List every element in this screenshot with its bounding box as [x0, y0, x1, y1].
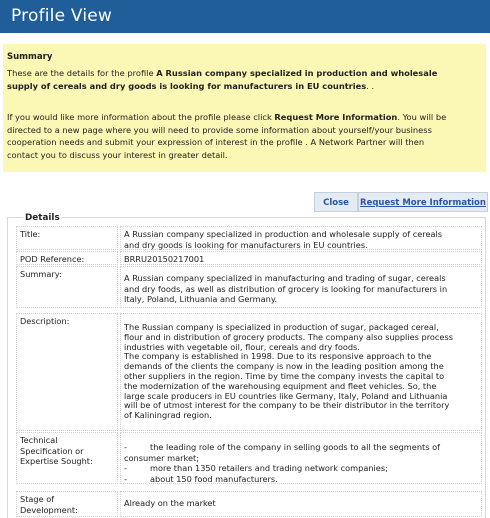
description-line: the modernization of the warehousing equipment and fleet vehicles. So, the [124, 380, 437, 391]
technical-value [120, 432, 482, 484]
title-line: and dry goods is looking for manufacturers in EU countries. [124, 239, 368, 250]
technical-label-line: Technical [20, 435, 58, 445]
description-line: large scale producers in EU countries like Germany, Italy, Poland and Lithuania [124, 390, 448, 401]
description-line: other suppliers in the region. Time by time the company invests the capital to [124, 370, 445, 381]
summary-intro-text: These are the details for the profile [7, 68, 157, 78]
description-line: industries with vegetable oil, flour, cereals and dry foods. [124, 341, 360, 352]
description-line: demands of the clients the company is now in the leading position among the [124, 361, 444, 372]
description-line: flour and in distribution of grocery products. The company also supplies process [124, 331, 453, 342]
technical-item [124, 463, 478, 474]
details-row-technical [16, 432, 482, 484]
page-title: Profile View [11, 6, 113, 26]
bullet-dash: - [124, 463, 127, 473]
details-row-pod [16, 251, 482, 265]
title-label: Title: [16, 226, 118, 250]
description-value [120, 313, 482, 431]
details-row-summary [16, 266, 482, 308]
technical-item-text: more than 1350 retailers and trading network companies; [150, 463, 388, 473]
stage-label [16, 491, 118, 517]
technical-item-text: the leading role of the company in selling goods to all the segments of [150, 442, 440, 452]
description-line: The company is established in 1998. Due to its responsive approach to the [124, 351, 432, 362]
title-line: A Russian company specialized in production and wholesale supply of cereals [124, 229, 443, 239]
more-info-line2: directed to a new page where you will need to provide some information about yourself/your business [7, 124, 432, 135]
pod-label: POD Reference: [16, 251, 118, 265]
summary-intro-end: . . [366, 80, 375, 91]
technical-item [124, 453, 478, 464]
details-panel [7, 213, 486, 518]
technical-label [16, 432, 118, 484]
more-info-text-end: . You will be [397, 112, 447, 122]
summary-panel [3, 44, 486, 172]
description-label: Description: [16, 313, 118, 431]
stage-label-line: Development: [20, 504, 78, 515]
bullet-dash: - [124, 442, 127, 452]
more-info-line4: contact you to discuss your interest in greater detail. [7, 149, 228, 160]
request-more-information-button[interactable]: Request More Information [358, 192, 488, 212]
technical-item-text: about 150 food manufacturers. [150, 473, 278, 484]
summary-line: A Russian company specialized in manufacturing and trading of sugar, cereals [124, 273, 446, 283]
pod-value: BRRU20150217001 [120, 251, 482, 265]
more-info-line3: cooperation needs and submit your expression of interest in the profile . A Network Partner will then [7, 137, 425, 147]
stage-value: Already on the market [120, 491, 482, 517]
summary-heading: Summary [7, 52, 53, 62]
summary-profile-title-part2: supply of cereals and dry goods is looking for manufacturers in EU countries [7, 80, 367, 91]
summary-line: and dry foods, as well as distribution of grocery is looking for manufacturers in [124, 283, 448, 294]
summary-profile-title-part1: A Russian company specialized in production and wholesale [156, 68, 438, 78]
technical-item [124, 474, 478, 485]
title-bar [0, 0, 490, 33]
stage-label-line: Stage of [20, 494, 55, 504]
bullet-dash: - [124, 473, 127, 484]
details-row-stage [16, 491, 482, 517]
close-button[interactable]: Close [314, 192, 358, 212]
more-info-bold: Request More Information [274, 112, 398, 122]
description-line: The Russian company is specialized in production of sugar, packaged cereal, [124, 322, 439, 332]
technical-item [124, 442, 478, 453]
more-info-text: If you would like more information about the profile please click [7, 112, 275, 122]
details-legend: Details [25, 213, 60, 223]
technical-label-line: Expertise Sought: [20, 456, 93, 466]
technical-item-text: consumer market; [124, 452, 199, 463]
summary-line: Italy, Poland, Lithuania and Germany. [124, 294, 278, 304]
details-row-title [16, 226, 482, 250]
summary-label: Summary: [16, 266, 118, 308]
description-line: of Kaliningrad region. [124, 410, 212, 421]
summary-intro [7, 67, 483, 92]
title-value [120, 226, 482, 250]
summary-more-info [7, 111, 483, 161]
details-row-description [16, 313, 482, 431]
description-line: will be of utmost interest for the company to be their distributor in the territory [124, 400, 450, 411]
summary-value [120, 266, 482, 308]
technical-label-line: Specification or [20, 445, 84, 456]
